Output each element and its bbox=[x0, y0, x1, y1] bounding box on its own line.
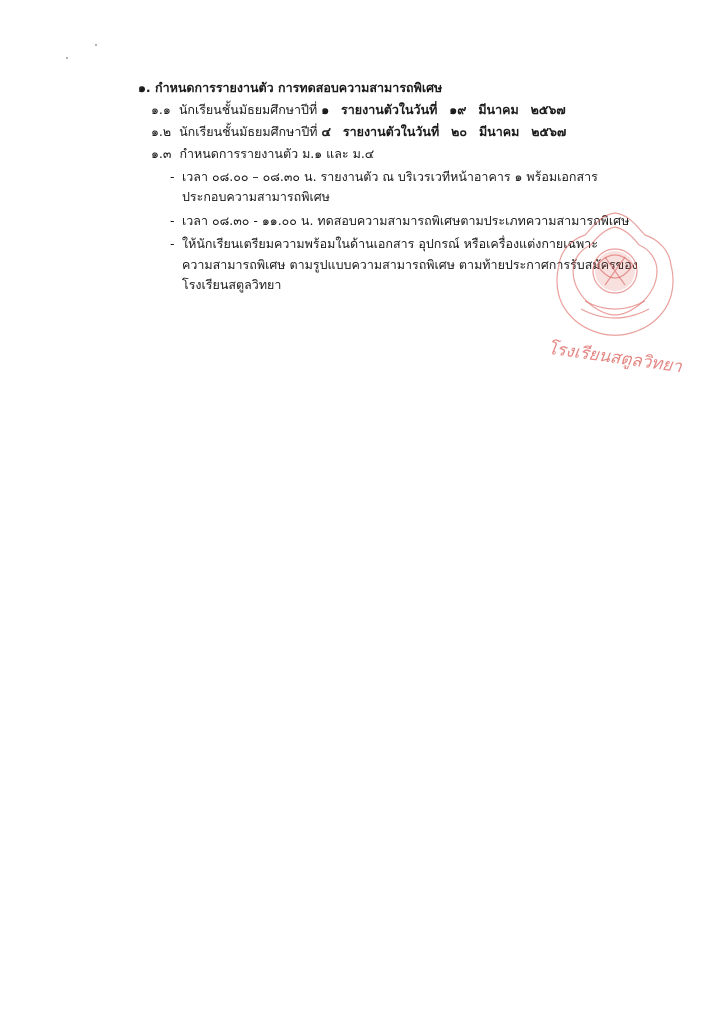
item-month: มีนาคม bbox=[478, 102, 519, 117]
item-number: ๑.๑ bbox=[151, 102, 171, 117]
bullet-3-continuation-1: ความสามารถพิเศษ ตามรูปแบบความสามารถพิเศษ ตามท้ายประกาศการรับสมัครของ bbox=[182, 257, 638, 272]
bullet-1-continuation: ประกอบความสามารถพิเศษ bbox=[182, 189, 330, 204]
item-1-1 bbox=[151, 101, 566, 119]
item-report-label: รายงานตัวในวันที่ bbox=[341, 102, 438, 117]
bullet-dash: - bbox=[170, 169, 175, 184]
school-seal-stamp bbox=[545, 205, 685, 385]
bullet-text: เวลา ๐๘.๓๐ - ๑๑.๐๐ น. ทดสอบความสามารถพิเศษตามประเภทความสามารถพิเศษ bbox=[182, 213, 630, 228]
bullet-3 bbox=[170, 235, 598, 253]
bullet-3-continuation-2: โรงเรียนสตูลวิทยา bbox=[182, 277, 282, 292]
item-text: กำหนดการรายงานตัว ม.๑ และ ม.๔ bbox=[179, 146, 375, 161]
item-year: ๒๕๖๗ bbox=[531, 124, 567, 139]
bullet-text: ให้นักเรียนเตรียมความพร้อมในด้านเอกสาร อุปกรณ์ หรือเครื่องแต่งกายเฉพาะ bbox=[182, 236, 598, 251]
item-month: มีนาคม bbox=[478, 124, 520, 139]
scan-speck bbox=[95, 44, 97, 46]
section-heading: ๑. กำหนดการรายงานตัว การทดสอบความสามารถพิเศษ bbox=[138, 80, 443, 95]
item-date: ๒๐ bbox=[451, 124, 468, 139]
item-date: ๑๙ bbox=[449, 102, 467, 117]
item-1-3 bbox=[151, 145, 374, 163]
bullet-dash: - bbox=[170, 213, 175, 228]
item-year: ๒๕๖๗ bbox=[530, 102, 566, 117]
item-grade: ๑ bbox=[321, 102, 330, 117]
item-number: ๑.๒ bbox=[151, 124, 172, 139]
scan-speck bbox=[66, 57, 68, 59]
item-grade: ๔ bbox=[321, 124, 331, 139]
item-report-label: รายงานตัวในวันที่ bbox=[342, 124, 440, 139]
item-number: ๑.๓ bbox=[151, 146, 172, 161]
bullet-dash: - bbox=[170, 236, 175, 251]
item-text: นักเรียนชั้นมัธยมศึกษาปีที่ bbox=[179, 124, 318, 139]
bullet-text: เวลา ๐๘.๐๐ – ๐๘.๓๐ น. รายงานตัว ณ บริเวรเวทีหน้าอาคาร ๑ พร้อมเอกสาร bbox=[182, 169, 598, 184]
bullet-1 bbox=[170, 168, 598, 186]
item-text: นักเรียนชั้นมัธยมศึกษาปีที่ bbox=[178, 102, 318, 117]
seal-text: โรงเรียนสตูลวิทยา bbox=[546, 338, 683, 378]
item-1-2 bbox=[151, 123, 566, 141]
